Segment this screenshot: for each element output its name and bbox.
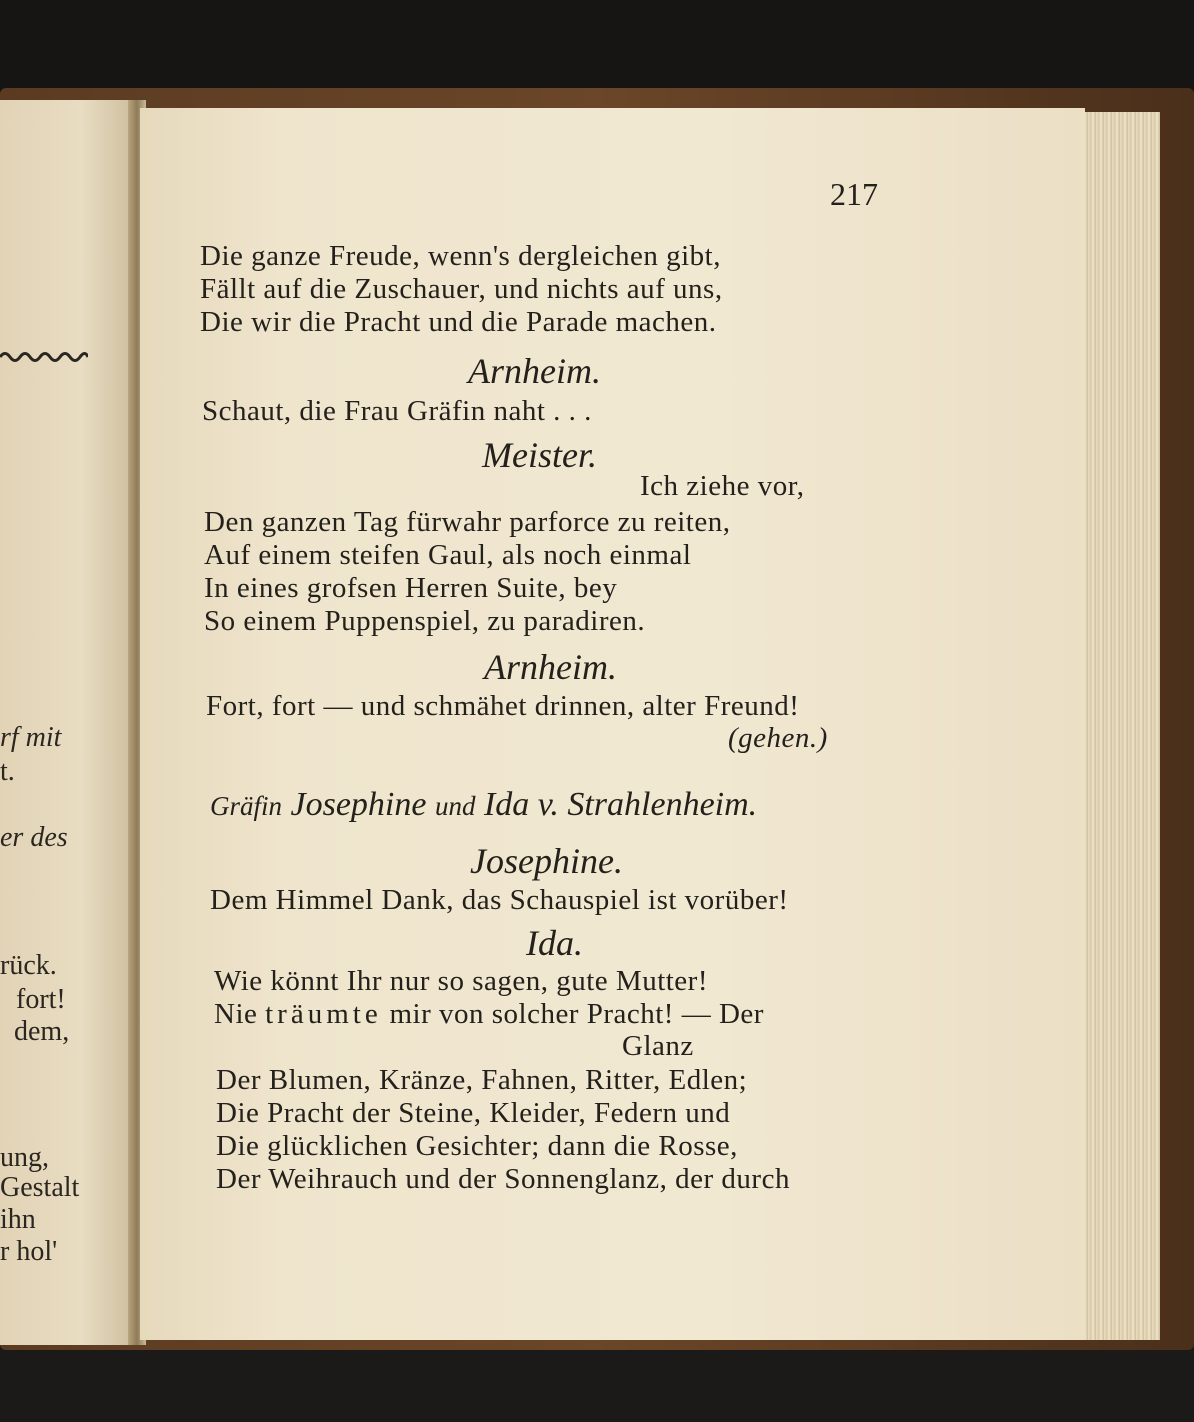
- speaker-name: Meister.: [482, 435, 597, 475]
- page-edges: [1080, 112, 1160, 1340]
- stage-direction: (gehen.): [728, 722, 828, 754]
- speaker-name: Arnheim.: [484, 647, 617, 687]
- verse-line: So einem Puppenspiel, zu paradiren.: [204, 605, 646, 637]
- ornament-rule-icon: [0, 348, 88, 366]
- emphasized-word: träumte: [265, 998, 382, 1030]
- speaker-name: Arnheim.: [468, 351, 601, 391]
- left-fragment: Gestalt: [0, 1172, 80, 1203]
- verse-line: Die glücklichen Gesichter; dann die Rosse,: [216, 1130, 738, 1162]
- left-fragment: t.: [0, 756, 15, 787]
- background: [0, 0, 1194, 100]
- left-fragment: ihn: [0, 1204, 36, 1235]
- left-fragment: r hol': [0, 1236, 58, 1267]
- speaker-name: Josephine.: [470, 841, 623, 881]
- verse-line: Die wir die Pracht und die Parade machen.: [200, 306, 717, 338]
- verse-line: In eines grofsen Herren Suite, bey: [204, 572, 618, 604]
- scene-heading-conjunction: und: [434, 791, 476, 821]
- verse-line: Die ganze Freude, wenn's dergleichen gibt,: [200, 240, 721, 272]
- scene-heading: [210, 786, 757, 824]
- verse-line: Wie könnt Ihr nur so sagen, gute Mutter!: [214, 965, 708, 997]
- verse-line: Ich ziehe vor,: [640, 470, 805, 502]
- left-fragment: rück.: [0, 950, 57, 981]
- verse-line: Der Blumen, Kränze, Fahnen, Ritter, Edlen;: [216, 1064, 748, 1096]
- scene-heading-title: Gräfin: [210, 791, 283, 821]
- left-fragment: rf mit: [0, 722, 62, 753]
- left-fragment: dem,: [14, 1016, 70, 1047]
- page-number: 217: [830, 176, 878, 212]
- verse-line: Dem Himmel Dank, das Schauspiel ist vorüber!: [210, 884, 789, 916]
- scene-heading-name: Josephine: [290, 786, 427, 823]
- verse-word: mir von solcher Pracht! — Der: [389, 998, 764, 1030]
- left-page: [0, 100, 136, 1345]
- verse-line: Der Weihrauch und der Sonnenglanz, der durch: [216, 1163, 790, 1195]
- verse-line: [214, 998, 764, 1031]
- left-fragment: fort!: [16, 984, 66, 1015]
- verse-line: Auf einem steifen Gaul, als noch einmal: [204, 539, 692, 571]
- scene-heading-name: Ida v. Strahlenheim.: [483, 786, 758, 823]
- verse-word: Nie: [214, 998, 258, 1030]
- verse-line: Fort, fort — und schmähet drinnen, alter Freund!: [206, 690, 800, 722]
- verse-line: Schaut, die Frau Gräfin naht . . .: [202, 395, 592, 427]
- left-fragment: er des: [0, 822, 68, 853]
- verse-line: Den ganzen Tag fürwahr parforce zu reiten,: [204, 506, 731, 538]
- speaker-name: Ida.: [526, 923, 583, 963]
- verse-line: Die Pracht der Steine, Kleider, Federn und: [216, 1097, 731, 1129]
- left-fragment: ung,: [0, 1142, 49, 1173]
- verse-line: Fällt auf die Zuschauer, und nichts auf uns,: [200, 273, 723, 305]
- verse-line: Glanz: [622, 1030, 694, 1062]
